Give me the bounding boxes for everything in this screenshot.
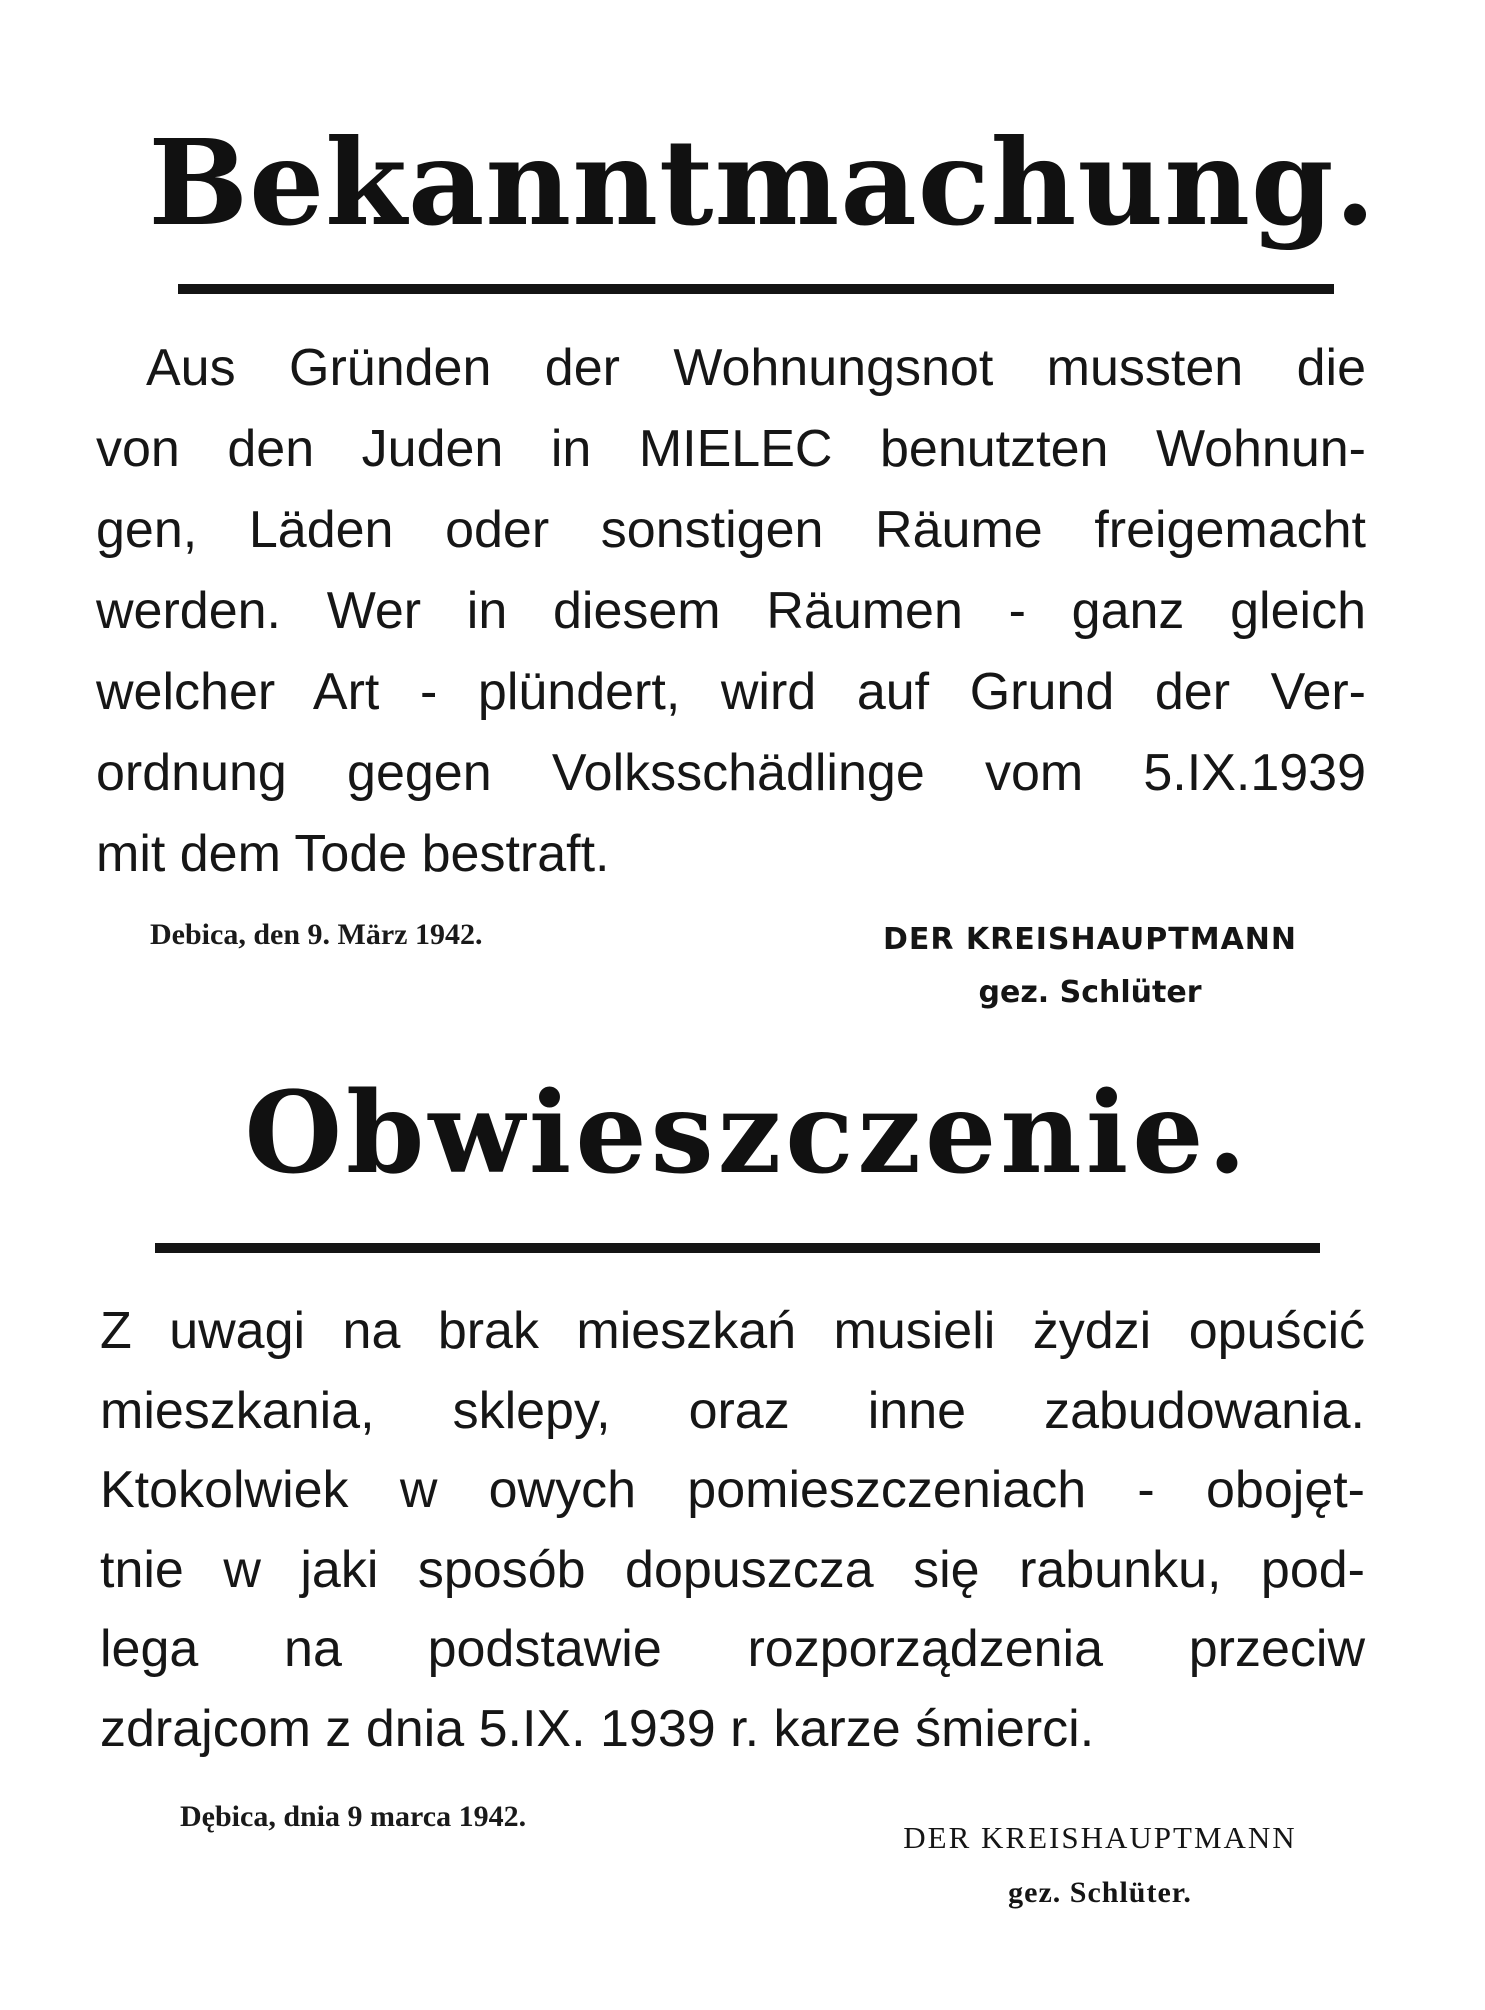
german-line: von den Juden in MIELEC benutzten Wohnun- <box>96 420 1366 478</box>
polish-line: Ktokolwiek w owych pomieszczeniach - obojęt- <box>100 1461 1365 1519</box>
polish-line: zdrajcom z dnia 5.IX. 1939 r. karze śmierci. <box>100 1699 1095 1758</box>
german-line: werden. Wer in diesem Räumen - ganz gleich <box>96 582 1366 640</box>
german-signatory: DER KREISHAUPTMANN <box>882 922 1298 957</box>
polish-line: Z uwagi na brak mieszkań musieli żydzi opuścić <box>100 1302 1365 1360</box>
german-line: ordnung gegen Volksschädlinge vom 5.IX.1939 <box>96 744 1366 802</box>
polish-line: mieszkania, sklepy, oraz inne zabudowania. <box>100 1381 1365 1440</box>
german-heading-rule <box>178 284 1334 294</box>
polish-signed: gez. Schlüter. <box>1008 1876 1192 1909</box>
polish-body <box>100 1292 1365 1769</box>
german-body <box>96 328 1366 895</box>
polish-line: lega na podstawie rozporządzenia przeciw <box>100 1620 1365 1678</box>
polish-signatory: DER KREISHAUPTMANN <box>903 1820 1297 1855</box>
polish-heading-rule <box>155 1243 1320 1253</box>
polish-line: tnie w jaki sposób dopuszcza się rabunku, pod- <box>100 1540 1365 1599</box>
polish-signature-block <box>840 1820 1360 1910</box>
german-place-date: Debica, den 9. März 1942. <box>150 918 483 951</box>
german-line: mit dem Tode bestraft. <box>96 825 610 883</box>
german-signature-block <box>830 922 1350 1010</box>
polish-place-date: Dębica, dnia 9 marca 1942. <box>180 1800 527 1833</box>
german-line: Aus Gründen der Wohnungsnot mussten die <box>146 339 1366 397</box>
german-signed: gez. Schlüter <box>978 975 1202 1010</box>
german-line: gen, Läden oder sonstigen Räume freigemacht <box>96 501 1366 559</box>
german-line: welcher Art - plündert, wird auf Grund der Ver- <box>96 663 1366 721</box>
polish-heading: Obwieszczenie. <box>244 1068 1251 1199</box>
german-heading: Bekanntmachung. <box>148 113 1377 252</box>
